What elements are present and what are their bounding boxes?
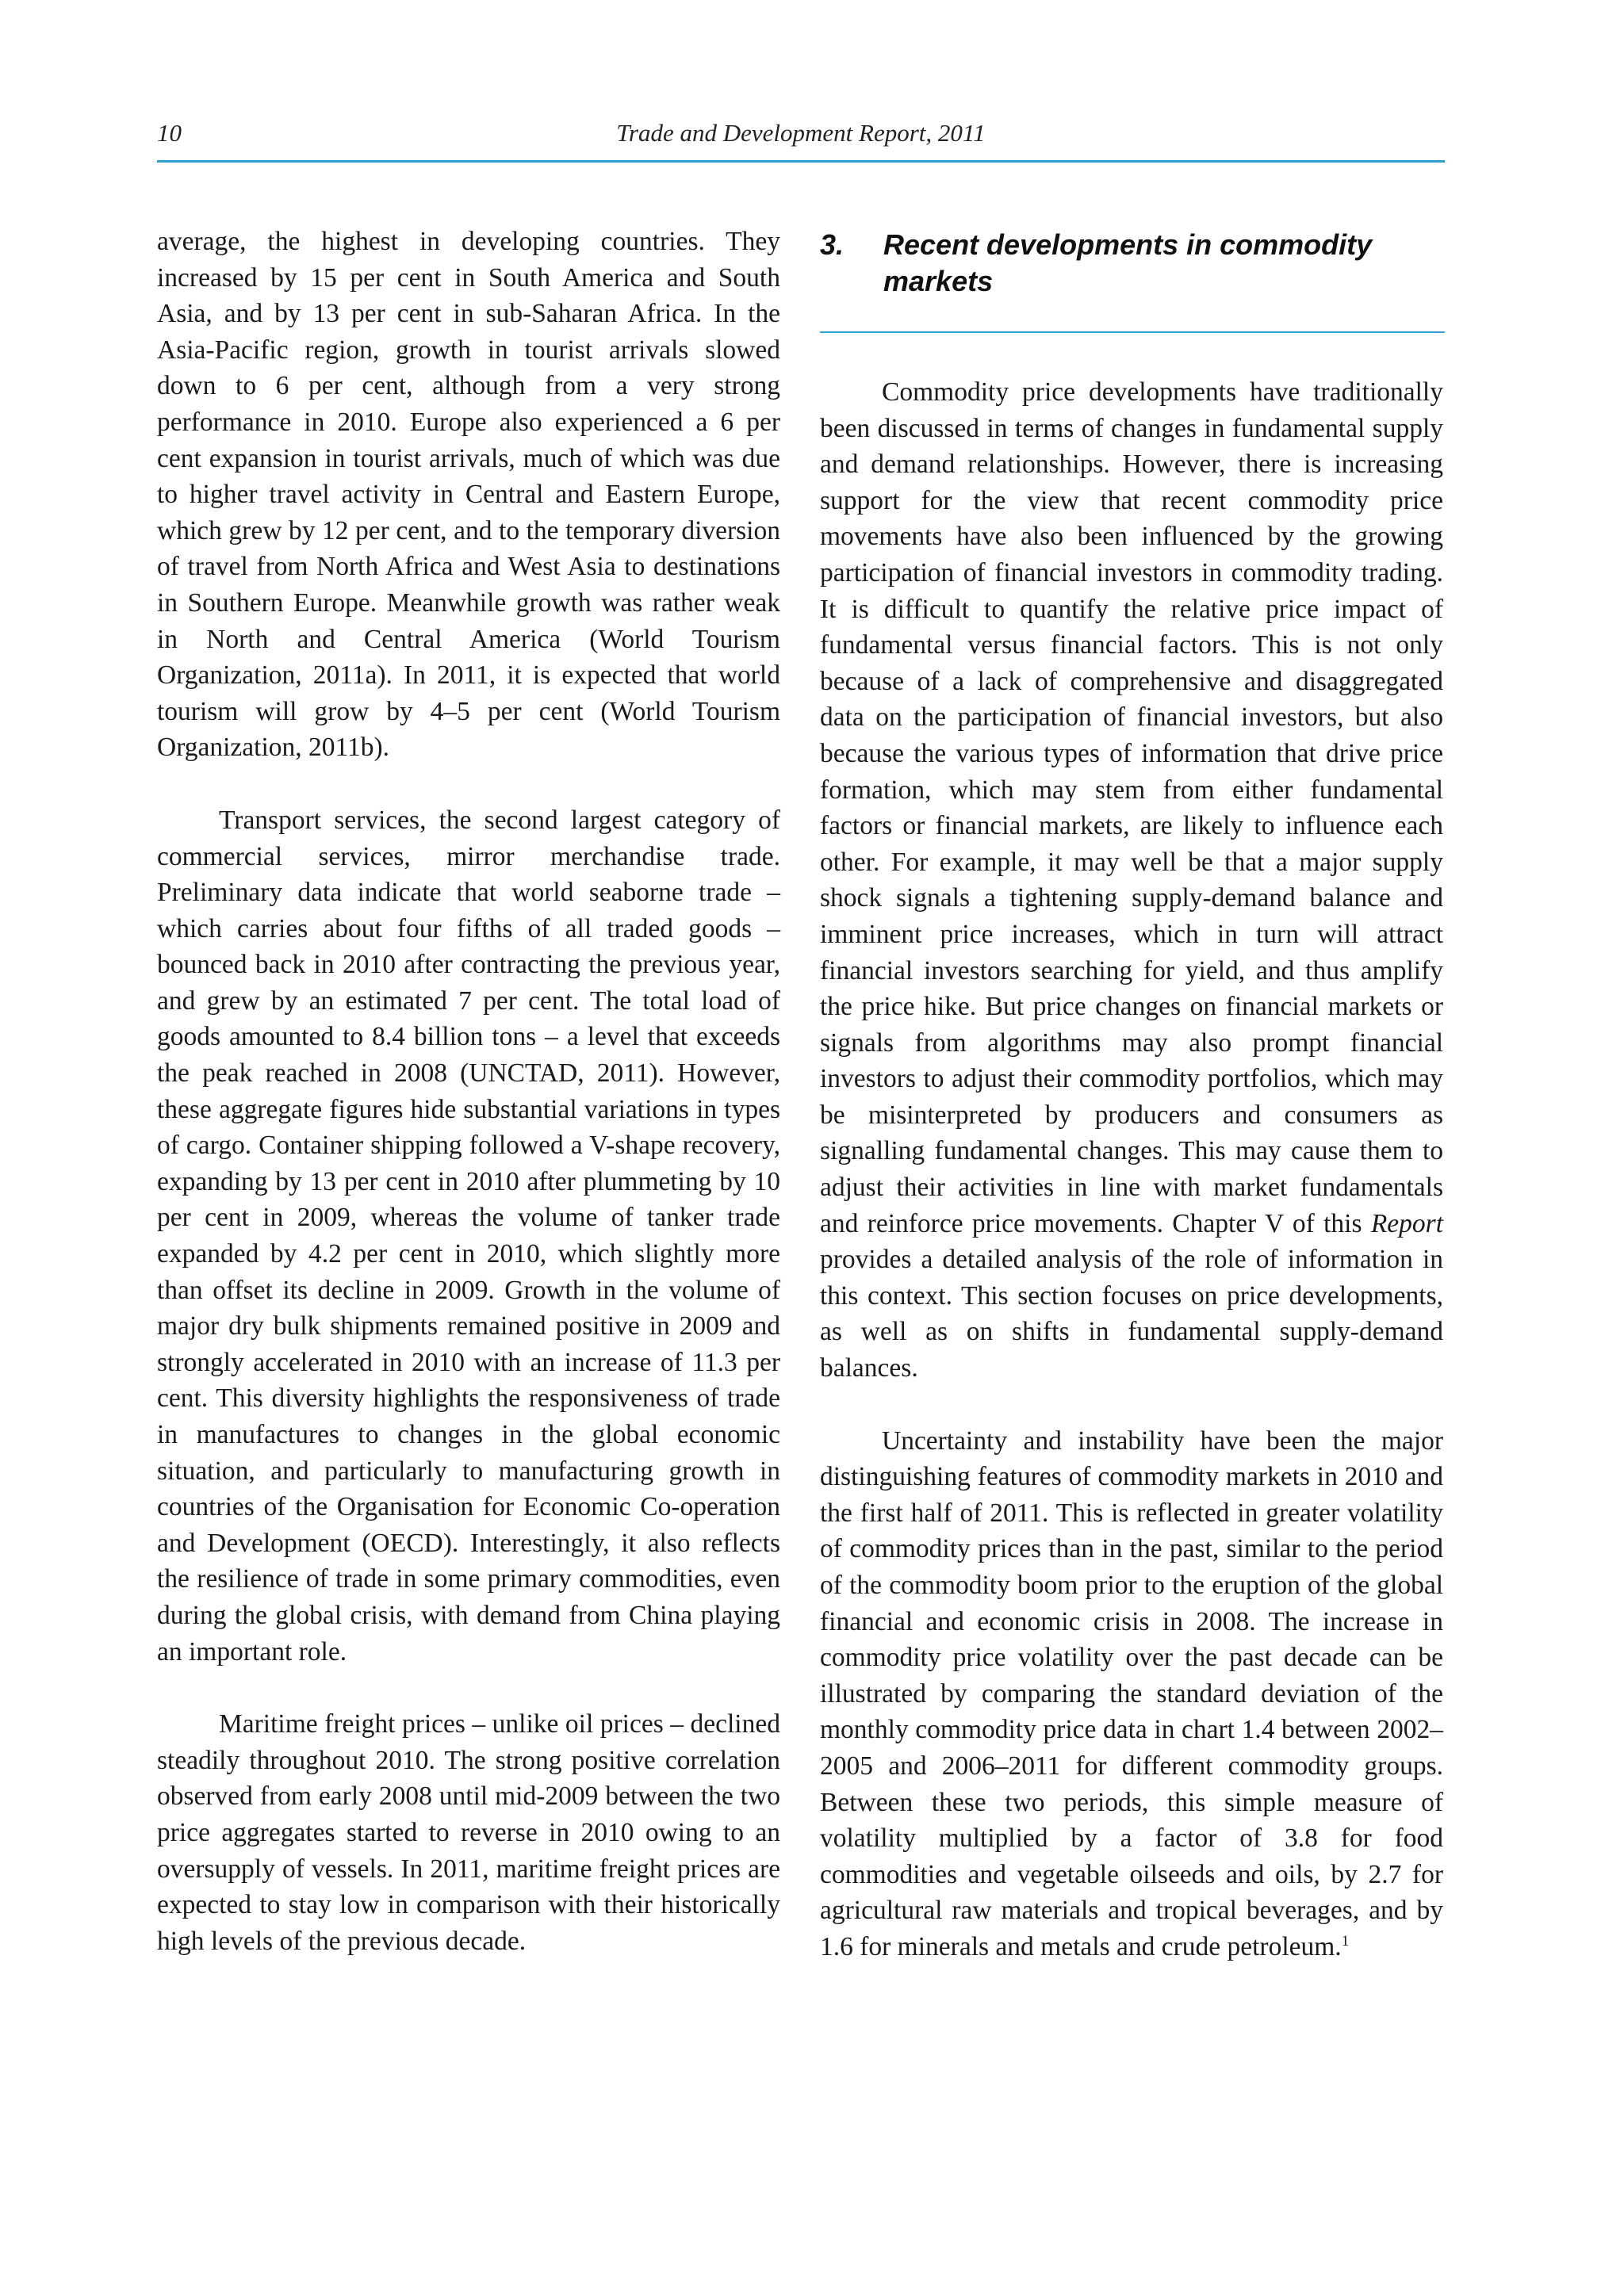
footnote-reference[interactable]: 1 — [1341, 1932, 1350, 1950]
paragraph-transport: Transport services, the second largest category of commercial services, mirror merchandise trade. Preliminary data indicate that world seaborne trade – which carries about four fifths of all traded goods – bounced back in 2010 after contracting the previous year, and grew by an estimated 7 per cent. The total load of goods amounted to 8.4 billion tons – a level that exceeds the peak reached in 2008 (UNCTAD, 2011). However, these aggregate figures hide substantial variations in types of cargo. Container shipping followed a V-shape recovery, expanding by 13 per cent in 2010 after plummeting by 10 per cent in 2009, whereas the volume of tanker trade expanded by 4.2 per cent in 2010, which slightly more than offset its decline in 2009. Growth in the volume of major dry bulk shipments remained positive in 2009 and strongly accelerated in 2010 with an increase of 11.3 per cent. This diversity highlights the responsiveness of trade in manufactures to changes in the global economic situation, and particularly to manufacturing growth in countries of the Organisation for Economic Co-operation and Development (OECD). Interestingly, it also reflects the resilience of trade in some primary commodities, even during the global crisis, with demand from China playing an important role. — [157, 805, 780, 1667]
paragraph-commodity-price-developments — [820, 374, 1443, 1387]
paragraph-tourism: average, the highest in developing countries. They increased by 15 per cent in South America and South Asia, and by 13 per cent in sub-Saharan Africa. In the Asia-Pacific region, growth in tourist arrivals slowed down to 6 per cent, although from a very strong performance in 2010. Europe also experienced a 6 per cent expansion in tourist arrivals, much of which was due to higher travel activity in Central and Eastern Europe, which grew by 12 per cent, and to the temporary diversion of travel from North Africa and West Asia to destinations in Southern Europe. Meanwhile growth was rather weak in North and Central America (World Tourism Organization, 2011a). In 2011, it is expected that world tourism will grow by 4–5 per cent (World Tourism Organization, 2011b). — [157, 227, 780, 763]
paragraph-text: provides a detailed analysis of the role of information in this context. This section focuses on price developments, as well as on shifts in fundamental supply-demand balances. — [820, 1245, 1443, 1383]
paragraph-text: Uncertainty and instability have been the major distinguishing features of commodity markets in 2010 and the first half of 2011. This is reflected in greater volatility of commodity prices than in the past, similar to the period of the commodity boom prior to the eruption of the global financial and economic crisis in 2008. The increase in commodity price volatility over the past decade can be illustrated by comparing the standard deviation of the monthly commodity price data in chart 1.4 between 2002–2005 and 2006–2011 for different commodity groups. Between these two periods, this simple measure of volatility multiplied by a factor of 3.8 for food commodities and vegetable oilseeds and oils, by 2.7 for agricultural raw materials and tropical beverages, and by 1.6 for minerals and metals and crude petroleum. — [820, 1425, 1443, 1961]
left-column — [157, 224, 780, 1959]
running-header — [157, 117, 1445, 157]
report-reference: Report — [1370, 1208, 1444, 1238]
section-number: 3. — [820, 228, 845, 261]
paragraph-text: Commodity price developments have traditionally been discussed in terms of changes in fundamental supply and demand relationships. However, there is increasing support for the view that recent commodity price movements have also been influenced by the growing participation of financial investors in commodity trading. It is difficult to quantify the relative price impact of fundamental versus financial factors. This is not only because of a lack of comprehensive and disaggregated data on the participation of financial investors, but also because the various types of information that drive price formation, which may stem from either fundamental factors or financial markets, are likely to influence each other. For example, it may well be that a major supply shock signals a tightening supply-demand balance and imminent price increases, which in turn will attract financial investors searching for yield, and thus amplify the price hike. But price changes on financial markets or signals from algorithms may also prompt financial investors to adjust their commodity portfolios, which may be misinterpreted by producers and consumers as signalling fundamental changes. This may cause them to adjust their activities in line with market fundamentals and reinforce price movements. Chapter V of this — [820, 377, 1443, 1238]
paragraph-maritime: Maritime freight prices – unlike oil prices – declined steadily throughout 2010. The strong positive correlation observed from early 2008 until mid-2009 between the two price aggregates started to reverse in 2010 owing to an oversupply of vessels. In 2011, maritime freight prices are expected to stay low in comparison with their historically high levels of the previous decade. — [157, 1709, 780, 1956]
section-heading — [820, 227, 1445, 300]
right-column — [820, 374, 1443, 1965]
report-title: Trade and Development Report, 2011 — [616, 119, 986, 147]
section-title: Recent developments in commodity markets — [883, 228, 1373, 297]
section-divider — [820, 331, 1445, 333]
paragraph-uncertainty — [820, 1423, 1443, 1965]
header-divider — [157, 160, 1445, 163]
page-number: 10 — [157, 119, 182, 147]
